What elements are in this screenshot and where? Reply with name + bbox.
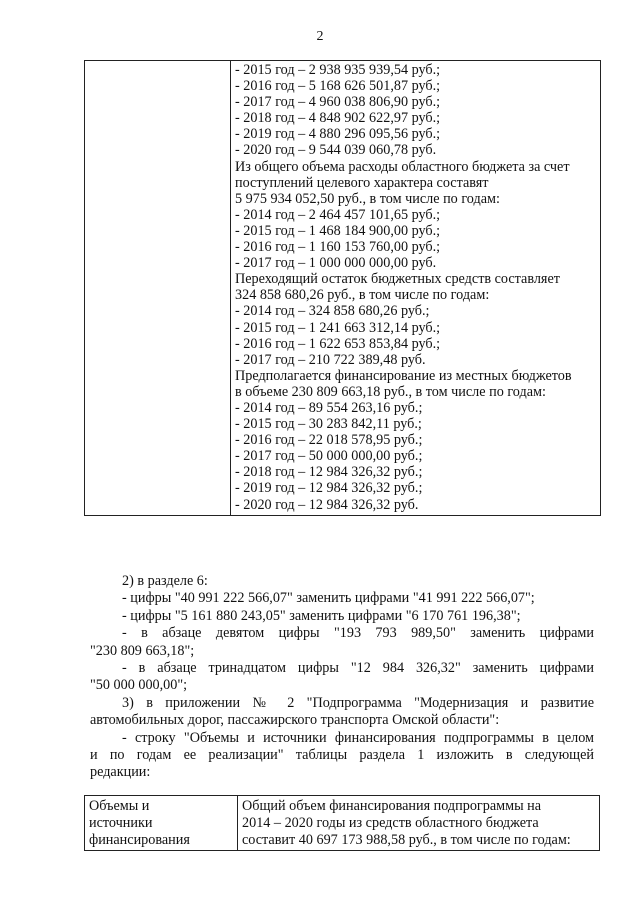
table-line: - 2015 год – 1 468 184 900,00 руб.; (235, 222, 441, 239)
table-line: - 2015 год – 30 283 842,11 руб.; (235, 416, 422, 433)
amendment-item: - цифры "5 161 880 243,05" заменить цифрами "6 170 761 196,38"; (122, 607, 521, 624)
table-line: - 2015 год – 2 938 935 939,54 руб.; (235, 62, 441, 78)
funding-table-continuation (84, 60, 601, 516)
table-line: - 2017 год – 210 722 389,48 руб. (235, 351, 426, 368)
table-line: - 2014 год – 89 554 263,16 руб.; (235, 399, 423, 416)
amendment-item: - в абзаце девятом цифры "193 793 989,50" заменить цифрами (122, 625, 594, 642)
table-line: Общий объем финансирования подпрограммы на (242, 798, 542, 814)
table-line: в объеме 230 809 663,18 руб., в том числе по годам: (235, 383, 546, 400)
table-line: - 2018 год – 12 984 326,32 руб.; (235, 464, 423, 481)
table-line: - 2017 год – 50 000 000,00 руб.; (235, 448, 423, 465)
table-line: 5 975 934 052,50 руб., в том числе по годам: (235, 190, 500, 207)
amendment-item: - в абзаце тринадцатом цифры "12 984 326,32" заменить цифрами (122, 660, 594, 677)
table-line: 324 858 680,26 руб., в том числе по годам: (235, 287, 490, 304)
table-line: - 2016 год – 1 160 153 760,00 руб.; (235, 239, 441, 256)
table-line: - 2019 год – 12 984 326,32 руб.; (235, 480, 423, 497)
table-left-cell-empty (85, 61, 231, 516)
paragraph-3-continuation: автомобильных дорог, пассажирского транспорта Омской области": (90, 712, 500, 729)
amendment-text (90, 573, 594, 782)
table-row-label: финансирования (89, 832, 190, 848)
table-line: - 2016 год – 1 622 653 853,84 руб.; (235, 335, 441, 352)
table-line: - 2015 год – 1 241 663 312,14 руб.; (235, 319, 441, 336)
table-line: - 2020 год – 9 544 039 060,78 руб. (235, 142, 437, 159)
paragraph-4-continuation: и по годам ее реализации" таблицы раздела 1 изложить в следующей (90, 747, 594, 764)
table-line: - 2017 год – 4 960 038 806,90 руб.; (235, 94, 441, 111)
table-line: - 2016 год – 5 168 626 501,87 руб.; (235, 78, 441, 95)
table-line: - 2014 год – 2 464 457 101,65 руб.; (235, 206, 441, 223)
table-line: составит 40 697 173 988,58 руб., в том числе по годам: (242, 832, 571, 848)
table-line: - 2020 год – 12 984 326,32 руб. (235, 496, 419, 513)
table-line: поступлений целевого характера составят (235, 174, 489, 191)
table-line: - 2018 год – 4 848 902 622,97 руб.; (235, 110, 441, 127)
table-line: - 2019 год – 4 880 296 095,56 руб.; (235, 126, 441, 143)
table-line: Предполагается финансирование из местных бюджетов (235, 367, 572, 384)
amendment-item: - цифры "40 991 222 566,07" заменить цифрами "41 991 222 566,07"; (122, 590, 535, 607)
funding-table-new-edition (84, 795, 600, 851)
section6-heading: 2) в разделе 6: (122, 573, 208, 589)
paragraph-3: 3) в приложении № 2 "Подпрограмма "Модернизация и развитие (122, 694, 594, 711)
table-line: - 2016 год – 22 018 578,95 руб.; (235, 432, 423, 449)
table-line: - 2017 год – 1 000 000 000,00 руб. (235, 255, 437, 272)
table-line: 2014 – 2020 годы из средств областного бюджета (242, 815, 539, 831)
table-line: Переходящий остаток бюджетных средств составляет (235, 271, 560, 288)
paragraph-4-continuation: редакции: (90, 764, 151, 781)
table-row-label: источники (89, 815, 153, 831)
table-row-label: Объемы и (89, 798, 150, 814)
page-number: 2 (316, 29, 324, 44)
table-line: - 2014 год – 324 858 680,26 руб.; (235, 303, 430, 320)
table-line: Из общего объема расходы областного бюджета за счет (235, 158, 570, 175)
amendment-item-continuation: "230 809 663,18"; (90, 642, 195, 659)
amendment-item-continuation: "50 000 000,00"; (90, 677, 188, 694)
paragraph-4: - строку "Объемы и источники финансирования подпрограммы в целом (122, 729, 594, 746)
table-right-cell (238, 796, 600, 851)
table-right-cell (231, 61, 601, 516)
table-left-cell (85, 796, 238, 851)
